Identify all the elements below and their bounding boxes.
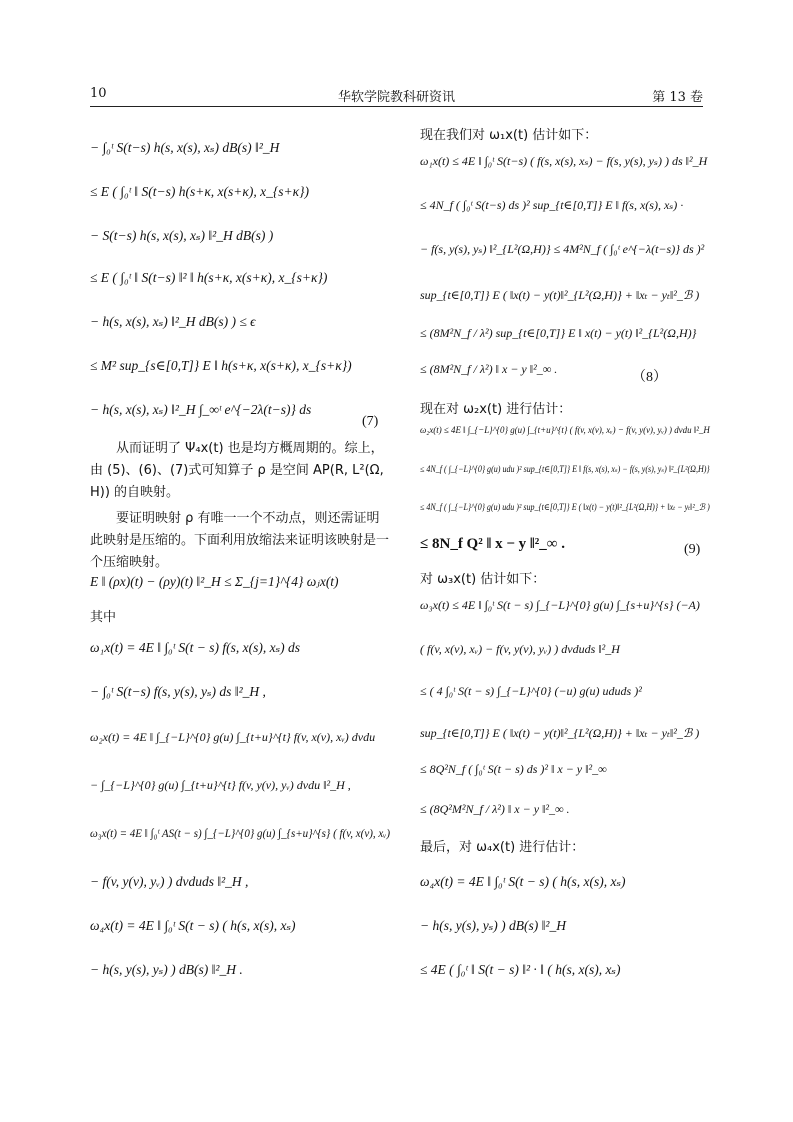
- paragraph: 现在对 ω₂x(t) 进行估计：: [420, 402, 572, 417]
- equation-line: ≤ 8Q²N_f ( ∫₀ᵗ S(t − s) ds )² ‖ x − y ‖²_∞: [420, 762, 607, 776]
- paragraph: 现在我们对 ω₁x(t) 估计如下：: [420, 128, 598, 143]
- equation-line: ω₁x(t) ≤ 4E ‖ ∫₀ᵗ S(t−s) ( f(s, x(s), xₛ) − f(s, y(s), yₛ) ) ds ‖²_H: [420, 154, 708, 168]
- equation-line: ≤ 4E ( ∫₀ᵗ ‖ S(t − s) ‖² · ‖ ( h(s, x(s), xₛ): [420, 962, 621, 977]
- equation-line: − ∫₀ᵗ S(t−s) h(s, x(s), xₛ) dB(s) ‖²_H: [90, 140, 280, 155]
- equation-line: ω₃x(t) ≤ 4E ‖ ∫₀ᵗ S(t − s) ∫_{−L}^{0} g(u) ∫_{s+u}^{s} (−A): [420, 598, 700, 612]
- equation-line: ω₂x(t) = 4E ‖ ∫_{−L}^{0} g(u) ∫_{t+u}^{t} f(v, x(v), xᵥ) dvdu: [90, 730, 376, 744]
- equation-line: − h(s, x(s), xₛ) ‖²_H ∫_∞ᵗ e^{−2λ(t−s)} ds: [90, 402, 312, 417]
- equation-line: sup_{t∈[0,T]} E ( ‖x(t) − y(t)‖²_{L²(Ω,H)} + ‖xₜ − yₜ‖²_ℬ ): [420, 288, 700, 302]
- equation-line: ( f(v, x(v), xᵥ) − f(v, y(v), yᵥ) ) dvduds ‖²_H: [420, 642, 620, 656]
- equation-line: ω₃x(t) = 4E ‖ ∫₀ᵗ AS(t − s) ∫_{−L}^{0} g(u) ∫_{s+u}^{s} ( f(v, x(v), xᵥ): [90, 826, 391, 840]
- equation-line: ≤ 8N_f Q² ‖ x − y ‖²_∞ .: [420, 536, 565, 552]
- equation-line: ≤ 4N_f ( ∫_{−L}^{0} g(u) udu )² sup_{t∈[0,T]} E ( ‖x(t) − y(t)‖²_{L²(Ω,H)} + ‖xₜ − yₜ‖²_ℬ ): [420, 502, 710, 512]
- equation-number: (9): [684, 542, 701, 557]
- equation-line: − ∫_{−L}^{0} g(u) ∫_{t+u}^{t} f(v, y(v), yᵥ) dvdu ‖²_H ,: [90, 778, 351, 792]
- equation-line: ω₄x(t) = 4E ‖ ∫₀ᵗ S(t − s) ( h(s, x(s), xₛ): [420, 874, 626, 889]
- equation-line: ≤ M² sup_{s∈[0,T]} E ‖ h(s+κ, x(s+κ), x_{s+κ}): [90, 358, 352, 373]
- equation-line: E ‖ (ρx)(t) − (ρy)(t) ‖²_H ≤ Σ_{j=1}^{4} ωⱼx(t): [90, 574, 339, 589]
- equation-line: − f(v, y(v), yᵥ) ) dvduds ‖²_H ,: [90, 874, 249, 889]
- equation-line: − h(s, x(s), xₛ) ‖²_H dB(s) ) ≤ ϵ: [90, 314, 256, 329]
- paragraph: 最后，对 ω₄x(t) 进行估计：: [420, 840, 585, 855]
- equation-number: （8）: [632, 370, 667, 385]
- equation-line: − f(s, y(s), yₛ) ‖²_{L²(Ω,H)} ≤ 4M²N_f ( ∫₀ᵗ e^{−λ(t−s)} ds )²: [420, 242, 705, 256]
- running-header: [90, 86, 703, 107]
- equation-line: ≤ (8Q²M²N_f / λ²) ‖ x − y ‖²_∞ .: [420, 802, 570, 816]
- paragraph: 其中: [90, 610, 117, 625]
- equation-line: ≤ (8M²N_f / λ²) ‖ x − y ‖²_∞ .: [420, 362, 558, 376]
- paragraph: 要证明映射 ρ 有唯一一个不动点，则还需证明此映射是压缩的。下面利用放缩法来证明该映射是一个压缩映射。: [90, 511, 390, 570]
- equation-number: (7): [362, 414, 379, 429]
- journal-title: 华软学院教科研资讯: [337, 90, 455, 105]
- equation-line: ≤ ( 4 ∫₀ᵗ S(t − s) ∫_{−L}^{0} (−u) g(u) ududs )²: [420, 684, 642, 698]
- page-number: 10: [90, 86, 107, 101]
- equation-line: ≤ E ( ∫₀ᵗ ‖ S(t−s) ‖² ‖ h(s+κ, x(s+κ), x_{s+κ}): [90, 270, 328, 285]
- equation-line: − ∫₀ᵗ S(t−s) f(s, y(s), yₛ) ds ‖²_H ,: [90, 684, 266, 699]
- equation-line: ω₂x(t) ≤ 4E ‖ ∫_{−L}^{0} g(u) ∫_{t+u}^{t} ( f(v, x(v), xᵥ) − f(v, y(v), yᵥ) ) dvdu ‖²_H: [420, 426, 710, 436]
- equation-line: ω₄x(t) = 4E ‖ ∫₀ᵗ S(t − s) ( h(s, x(s), xₛ): [90, 918, 296, 933]
- equation-line: sup_{t∈[0,T]} E ( ‖x(t) − y(t)‖²_{L²(Ω,H)} + ‖xₜ − yₜ‖²_ℬ ): [420, 726, 700, 740]
- equation-line: ω₁x(t) = 4E ‖ ∫₀ᵗ S(t − s) f(s, x(s), xₛ) ds: [90, 640, 301, 655]
- equation-line: ≤ 4N_f ( ∫_{−L}^{0} g(u) udu )² sup_{t∈[0,T]} E ‖ f(s, x(s), xₛ) − f(s, y(s), yₛ) ‖²_{L²(Ω,H)}: [420, 464, 710, 474]
- equation-line: ≤ 4N_f ( ∫₀ᵗ S(t−s) ds )² sup_{t∈[0,T]} E ‖ f(s, x(s), xₛ) ·: [420, 198, 684, 212]
- equation-line: ≤ (8M²N_f / λ²) sup_{t∈[0,T]} E ‖ x(t) − y(t) ‖²_{L²(Ω,H)}: [420, 326, 697, 340]
- equation-line: ≤ E ( ∫₀ᵗ ‖ S(t−s) h(s+κ, x(s+κ), x_{s+κ}): [90, 184, 309, 199]
- equation-line: − S(t−s) h(s, x(s), xₛ) ‖²_H dB(s) ): [90, 228, 274, 243]
- paragraph: 对 ω₃x(t) 估计如下：: [420, 572, 546, 587]
- volume-label: 第 13 卷: [652, 90, 703, 105]
- equation-line: − h(s, y(s), yₛ) ) dB(s) ‖²_H: [420, 918, 566, 933]
- paragraph: 从而证明了 Ψ₄x(t) 也是均方概周期的。综上，由 (5)、(6)、(7)式可知算子 ρ 是空间 AP(R, L²(Ω, H)) 的自映射。: [90, 441, 384, 500]
- equation-line: − h(s, y(s), yₛ) ) dB(s) ‖²_H .: [90, 962, 243, 977]
